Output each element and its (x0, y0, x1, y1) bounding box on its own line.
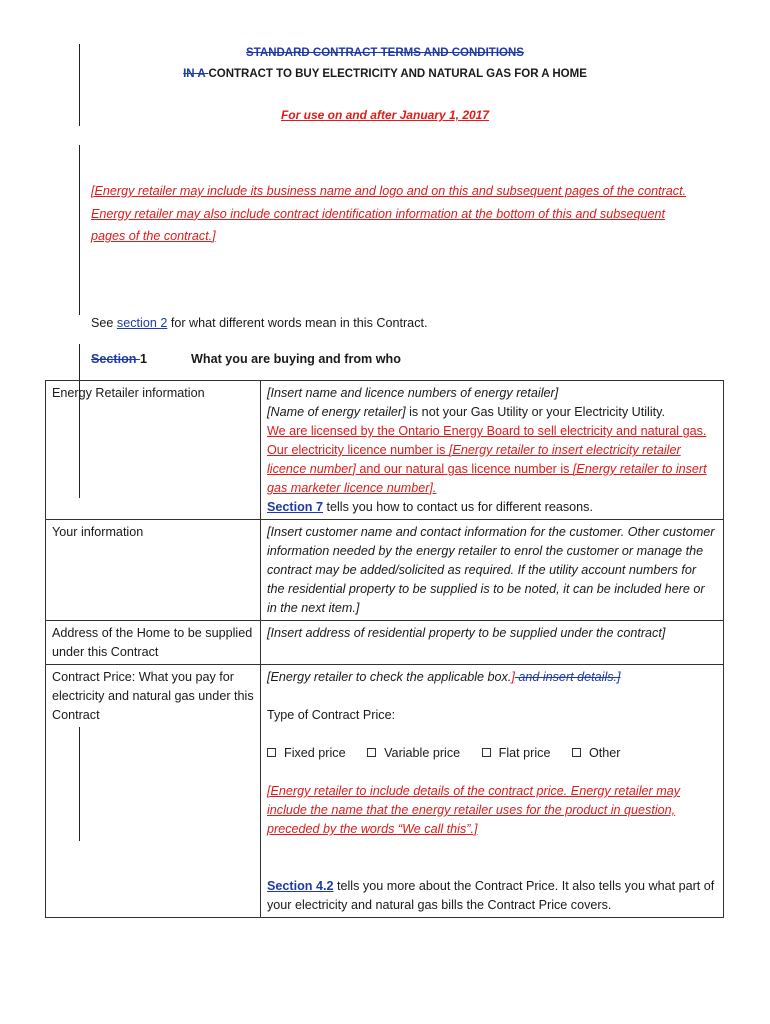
gas-licence-placeholder: [Energy retailer to insert gas marketer licence number]. (267, 462, 707, 495)
contract-table (45, 380, 724, 918)
table-row (46, 381, 724, 520)
retailer-insert-note: [Insert name and licence numbers of energy retailer] (267, 386, 559, 400)
revision-bar (79, 145, 80, 315)
see-suffix: for what different words mean in this Contract. (167, 316, 428, 330)
licence-statement (267, 422, 717, 498)
address-note: [Insert address of residential property to be supplied under the contract] (261, 621, 724, 665)
licence-text: We are licensed by the Ontario Energy Board to sell electricity and natural gas. Our electricity licence number is (267, 424, 707, 457)
flat-price-option[interactable] (482, 746, 551, 760)
section-4-2-link[interactable]: Section 4.2 (267, 879, 334, 893)
other-option[interactable] (572, 746, 621, 760)
price-type-options (267, 744, 717, 763)
row-content (261, 665, 724, 918)
retailer-name-placeholder: [Name of energy retailer] (267, 405, 406, 419)
option-label: Flat price (498, 746, 551, 760)
checkbox-icon[interactable] (367, 748, 376, 757)
table-row (46, 665, 724, 918)
variable-price-option[interactable] (367, 746, 460, 760)
deleted-text: Section (91, 352, 140, 366)
price-type-label: Type of Contract Price: (267, 708, 396, 722)
row-label: Your information (46, 520, 261, 621)
section-7-link[interactable]: Section 7 (267, 500, 323, 514)
document-subtitle (0, 68, 770, 80)
row-label: Address of the Home to be supplied under this Contract (46, 621, 261, 665)
section-title: What you are buying and from who (191, 352, 401, 366)
row-label: Energy Retailer information (46, 381, 261, 520)
customer-info-note: [Insert customer name and contact information for the customer. Other customer information needed by the energy retailer to enrol the customer or manage the contract may be added/solicited as required. If the utility account numbers for the residential property to be supplied is to be noted, it can be included here or in the next item.] (261, 520, 724, 621)
instruction-text: [Energy retailer to check the applicable box. (267, 670, 512, 684)
row-label: Contract Price: What you pay for electricity and natural gas under this Contract (46, 665, 261, 918)
option-label: Variable price (384, 746, 461, 760)
see-prefix: See (91, 316, 117, 330)
price-details-note: [Energy retailer to include details of the contract price. Energy retailer may include the name that the energy retailer uses for the product in question, preceded by the words “We call this”.] (267, 784, 680, 836)
licence-text: and our natural gas licence number is (355, 462, 573, 476)
effective-date: For use on and after January 1, 2017 (280, 108, 490, 122)
deleted-text: IN A (183, 68, 209, 80)
row-content (261, 381, 724, 520)
option-label: Other (588, 746, 621, 760)
electricity-licence-placeholder: [Energy retailer to insert electricity retailer licence number] (267, 443, 681, 476)
table-row (46, 520, 724, 621)
contact-text: tells you how to contact us for different reasons. (323, 500, 593, 514)
inserted-bracket: ] (511, 670, 515, 684)
contact-reference (267, 498, 717, 517)
price-instruction (267, 668, 717, 687)
checkbox-icon[interactable] (267, 748, 276, 757)
checkbox-icon[interactable] (482, 748, 491, 757)
price-reference-text: tells you more about the Contract Price. It also tells you what part of your electricity and natural gas bills the Contract Price covers. (267, 879, 715, 912)
retailer-disclaimer (267, 403, 717, 422)
document-title-text: STANDARD CONTRACT TERMS AND CONDITIONS (246, 47, 524, 59)
intro-note: [Energy retailer may include its business name and logo and on this and subsequent pages of the contract. Energy retailer may also include contract identification information at the bottom of this and subsequent pages of the contract.] (91, 184, 687, 243)
definitions-reference (91, 316, 428, 330)
disclaimer-text: is not your Gas Utility or your Electricity Utility. (405, 405, 665, 419)
section-number: 1 (140, 352, 148, 366)
fixed-price-option[interactable] (267, 746, 346, 760)
table-row (46, 621, 724, 665)
price-reference (267, 877, 717, 915)
option-label: Fixed price (284, 746, 346, 760)
deleted-text: and insert details.] (514, 670, 621, 684)
section-2-link[interactable]: section 2 (116, 316, 168, 330)
checkbox-icon[interactable] (572, 748, 581, 757)
subtitle-text: CONTRACT TO BUY ELECTRICITY AND NATURAL GAS FOR A HOME (208, 68, 587, 80)
document-title (0, 47, 770, 59)
section-1-heading (91, 352, 401, 366)
